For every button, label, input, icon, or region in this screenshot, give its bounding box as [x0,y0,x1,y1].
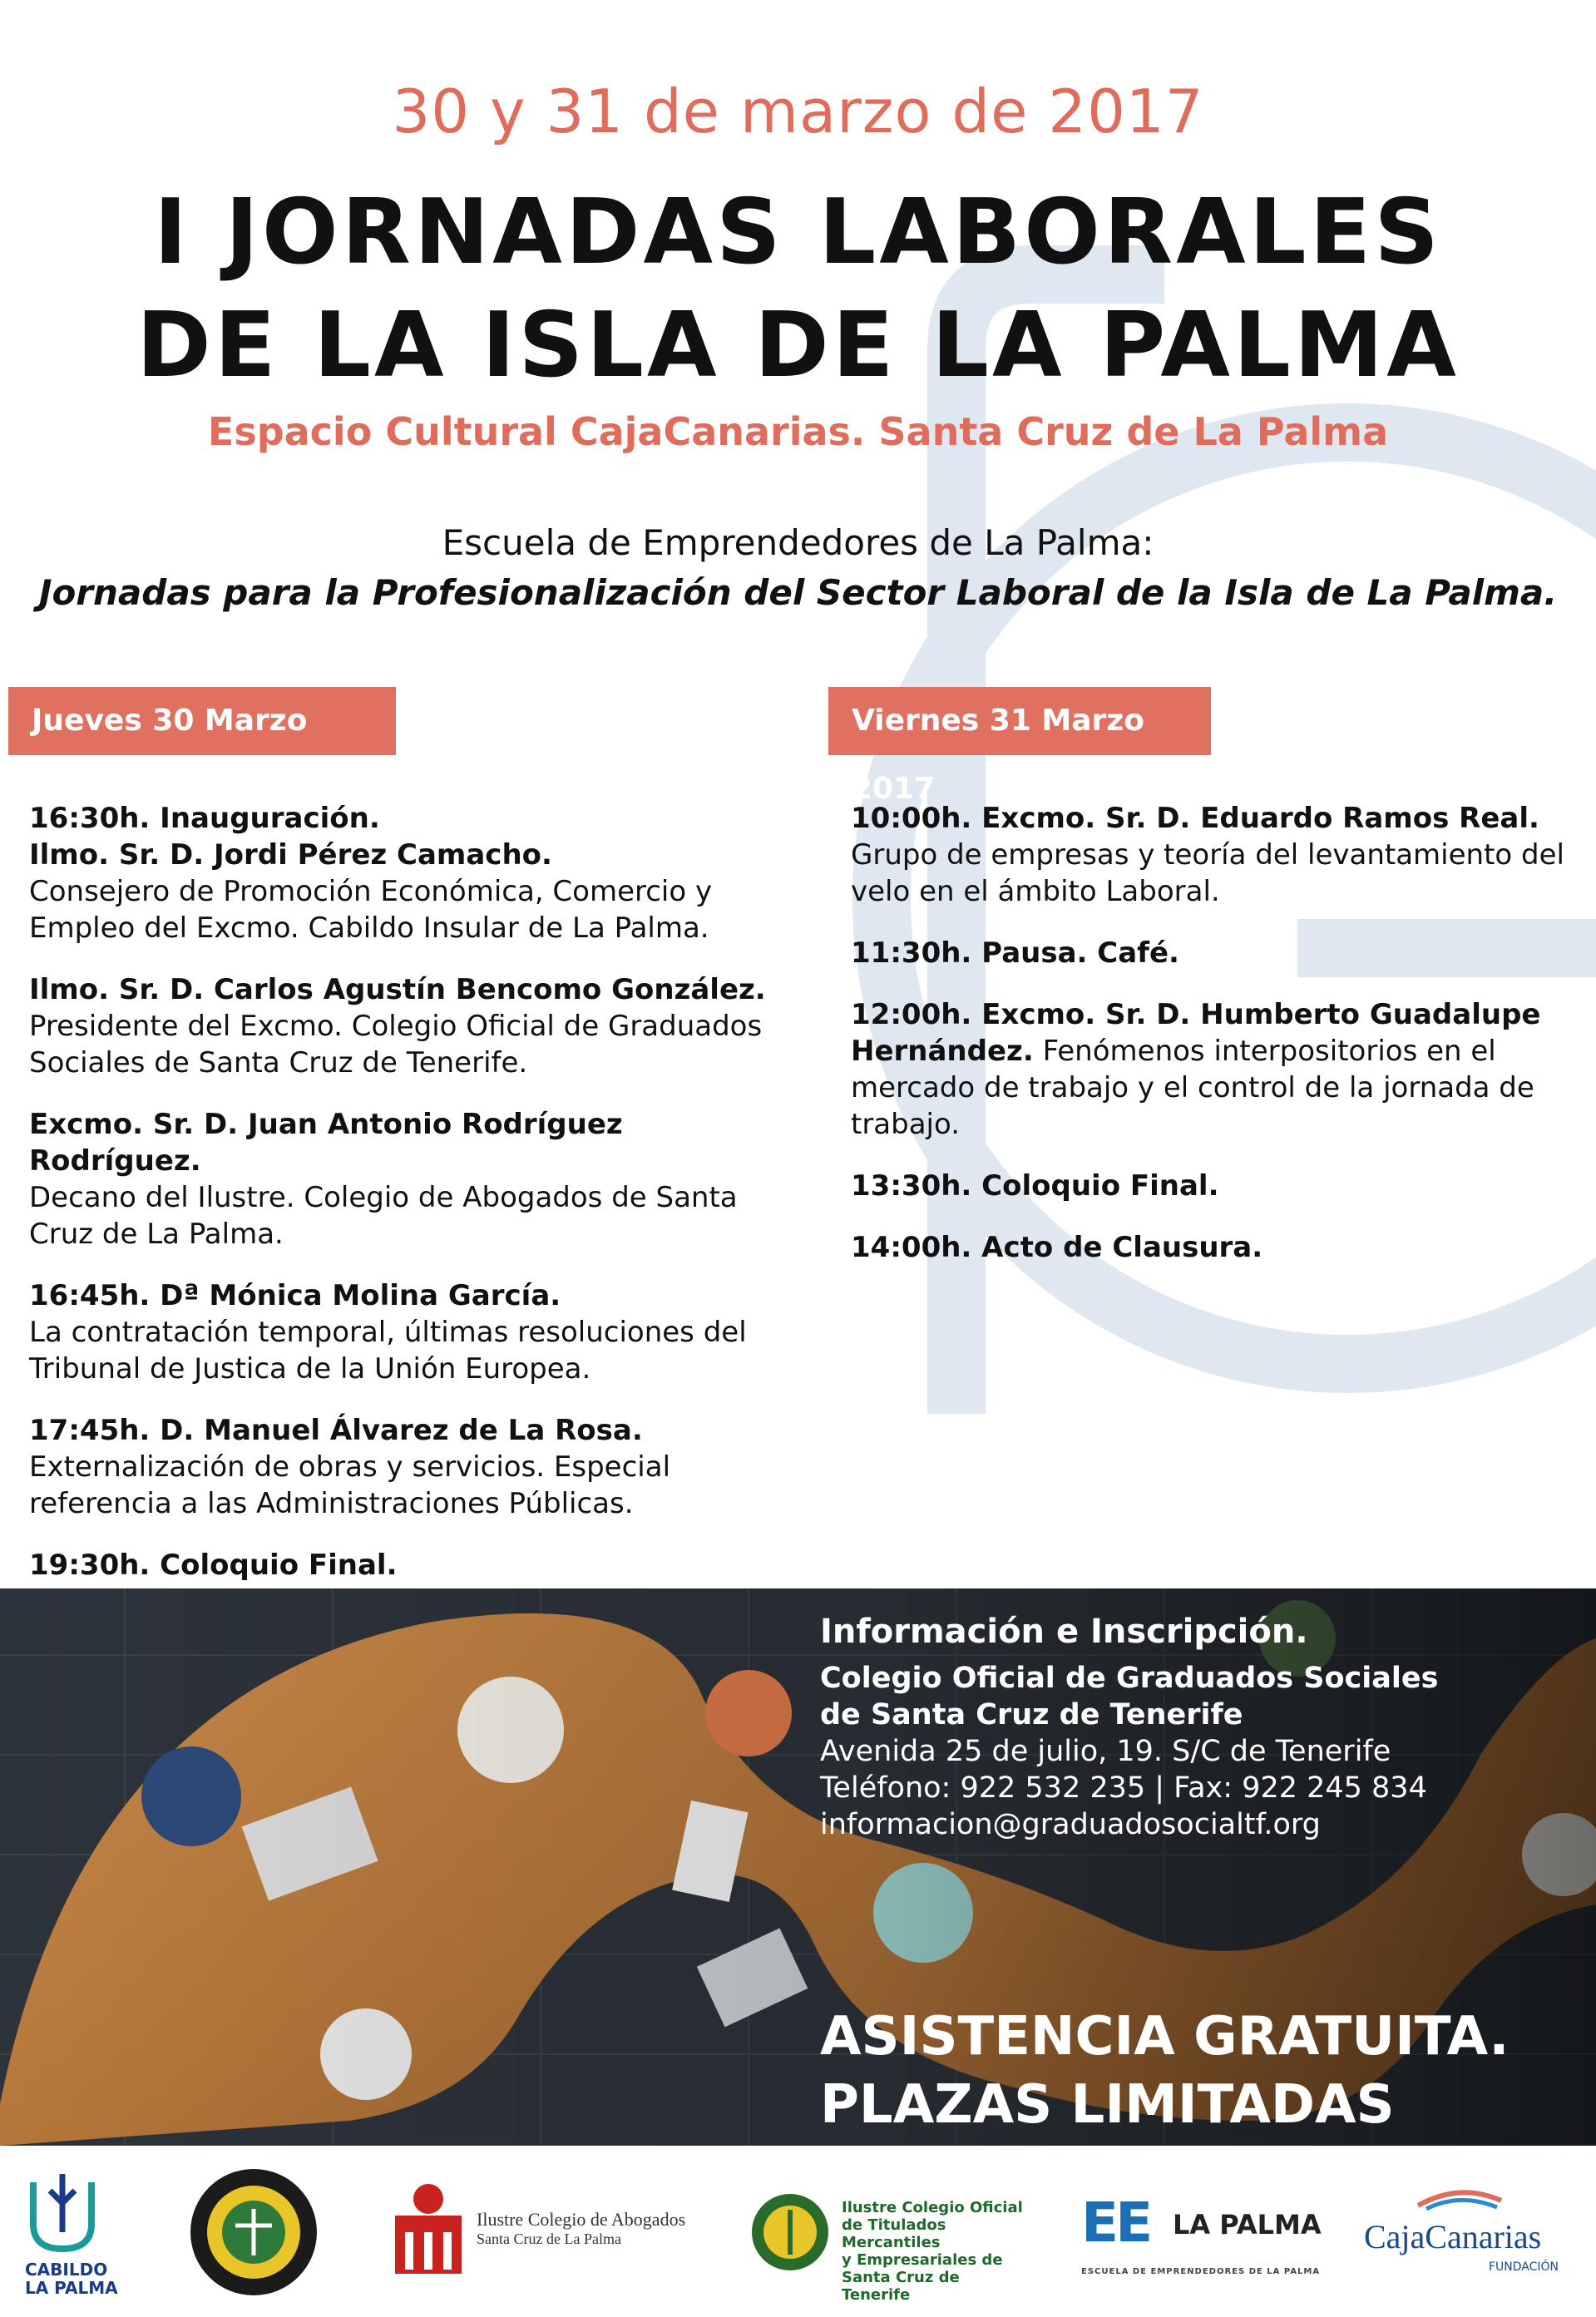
day1-label: Jueves 30 Marzo 2017 [8,687,396,755]
program-item [851,996,1583,1143]
info-block [820,1613,1438,1843]
item-description: Grupo de empresas y teoría del levantamiento del velo en el ámbito Laboral. [851,838,1564,908]
item-time-title: 17:45h. D. Manuel Álvarez de La Rosa. [29,1414,643,1447]
cajacanarias-logo [1364,2166,1580,2299]
logos-strip [0,2146,1596,2317]
info-address: Avenida 25 de julio, 19. S/C de Tenerife [820,1735,1391,1768]
event-date: 30 y 31 de marzo de 2017 [392,77,1204,146]
abogados-logo [387,2166,719,2299]
free-attendance [820,2003,1510,2139]
item-speaker: Ilmo. Sr. D. Jordi Pérez Camacho. [29,838,552,872]
ee-subtitle: ESCUELA DE EMPRENDEDORES DE LA PALMA [1081,2267,1321,2276]
info-org-line1: Colegio Oficial de Graduados Sociales [820,1662,1439,1695]
free-line-1: ASISTENCIA GRATUITA. [820,2006,1510,2068]
program-item [29,1277,803,1387]
ee-name: LA PALMA [1173,2209,1322,2240]
mercantiles-label [842,2199,1025,2304]
info-heading: Información e Inscripción. [820,1613,1308,1651]
info-org-line2: de Santa Cruz de Tenerife [820,1698,1243,1732]
item-time-title: 19:30h. Coloquio Final. [29,1549,398,1582]
item-time-title: 16:45h. Dª Mónica Molina García. [29,1279,561,1312]
item-speaker: Ilmo. Sr. D. Carlos Agustín Bencomo González. [29,973,766,1006]
waves-icon [1414,2182,1505,2212]
info-email[interactable]: informacion@graduadosocialtf.org [820,1808,1321,1841]
item-description: Externalización de obras y servicios. Especial referencia a las Administraciones Públicas. [29,1450,671,1520]
mercantiles-line-3: y Empresariales de [842,2251,1003,2269]
item-time-title: 12:00h. Excmo. Sr. D. Humberto Guadalupe Hernández. [851,998,1541,1068]
item-time-title: 11:30h. Pausa. Café. [851,936,1179,970]
program-item [29,971,803,1081]
item-time-title: 13:30h. Coloquio Final. [851,1169,1219,1203]
title-line-1: I JORNADAS LABORALES [153,180,1443,284]
escuela-emprendedores-logo [1081,2166,1331,2299]
program-item [29,800,803,946]
item-description: Decano del Ilustre. Colegio de Abogados de Santa Cruz de La Palma. [29,1181,738,1251]
item-description: Fenómenos interpositorios en el mercado de trabajo y el control de la jornada de trabajo. [851,1035,1534,1141]
program-item [29,1106,803,1252]
cajacanarias-sub: FUNDACIÓN [1489,2260,1559,2274]
day1-program [29,800,803,1608]
item-time-title: 14:00h. Acto de Clausura. [851,1231,1263,1264]
program-item [29,1547,803,1583]
item-time-title: 16:30h. Inauguración. [29,802,380,835]
program-item [851,1168,1583,1204]
castle-icon [387,2174,470,2282]
graduados-seal-logo [187,2166,320,2299]
title-line-2: DE LA ISLA DE LA PALMA [136,294,1460,398]
item-speaker: Excmo. Sr. D. Juan Antonio Rodríguez Rodríguez. [29,1108,623,1178]
cabildo-label [25,2260,125,2297]
item-description: Consejero de Promoción Económica, Comercio y Empleo del Excmo. Cabildo Insular de La Palma. [29,875,713,945]
program-item [29,1412,803,1522]
free-line-2: PLAZAS LIMITADAS [820,2074,1395,2136]
cabildo-line-1: CABILDO [25,2260,108,2280]
mercantiles-line-2: de Titulados Mercantiles [842,2216,946,2251]
mercantiles-logo [749,2166,1023,2304]
item-time-title: 10:00h. Excmo. Sr. D. Eduardo Ramos Real. [851,802,1539,835]
item-description: La contratación temporal, últimas resoluciones del Tribunal de Justica de la Unión Europea. [29,1316,747,1386]
mercantiles-line-4: Santa Cruz de Tenerife [842,2269,960,2304]
item-time-title-with-description [851,996,1583,1143]
abogados-line-2: Santa Cruz de La Palma [477,2231,621,2247]
info-phone: Teléfono: 922 532 235 | Fax: 922 245 834 [820,1771,1427,1805]
cajacanarias-name: CajaCanarias [1364,2218,1542,2255]
cabildo-line-2: LA PALMA [25,2278,118,2298]
venue: Espacio Cultural CajaCanarias. Santa Cruz de La Palma [207,409,1389,454]
school-subtitle: Jornadas para la Profesionalización del Sector Laboral de la Isla de La Palma. [38,572,1558,613]
mercantiles-line-1: Ilustre Colegio Oficial [842,2199,1023,2216]
event-title [0,176,1596,403]
item-description: Presidente del Excmo. Colegio Oficial de Graduados Sociales de Santa Cruz de Tenerife. [29,1010,763,1079]
abogados-line-1: Ilustre Colegio de Abogados [477,2209,686,2230]
program-item [851,1229,1583,1266]
seal-icon [187,2166,320,2299]
ee-letters: EE [1081,2191,1150,2255]
program-item [851,800,1583,910]
day2-label: Viernes 31 Marzo 2017 [828,687,1211,755]
abogados-label [477,2209,726,2248]
school-name: Escuela de Emprendedores de La Palma: [442,522,1154,563]
cabildo-emblem-icon [25,2166,100,2257]
day2-program [851,800,1583,1291]
cabildo-logo [25,2166,125,2299]
mercantiles-emblem-icon [749,2186,832,2278]
program-item [851,935,1583,971]
